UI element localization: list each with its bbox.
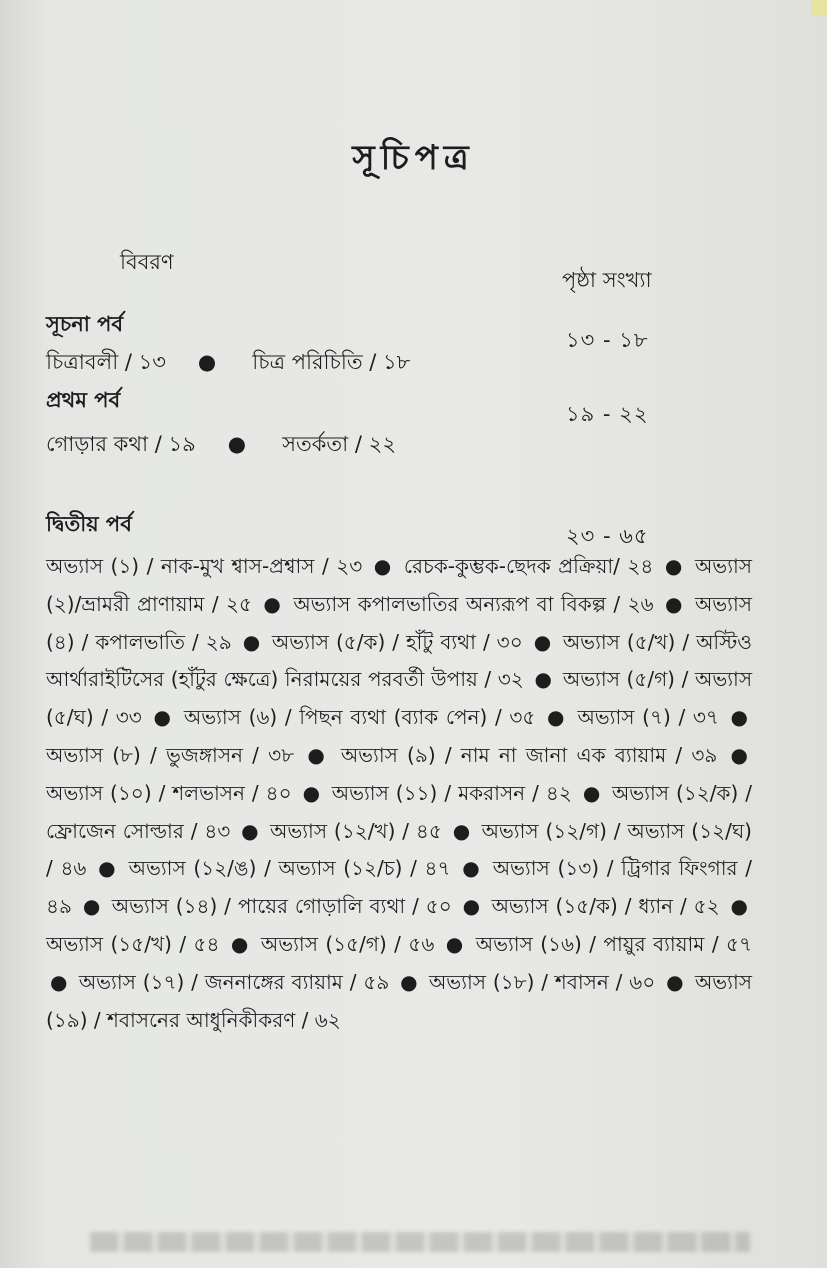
bullet-separator: ●: [730, 894, 748, 919]
toc-item: চিত্রাবলী / ১৩: [46, 350, 166, 374]
toc-entry: অভ্যাস (৭) / ৩৭: [577, 705, 719, 730]
section-pages-first-part: ১৯ - ২২: [566, 402, 649, 426]
toc-entry: অভ্যাস (২)/ভ্রামরী প্রাণায়াম / ২৫: [46, 554, 753, 616]
toc-entry: অভ্যাস (১) / নাক-মুখ শ্বাস-প্রশ্বাস / ২৩: [46, 554, 363, 578]
section-entries-second-part: [46, 548, 752, 1039]
toc-entry: অভ্যাস (৬) / পিছন ব্যথা (ব্যাক পেন) / ৩৫: [183, 705, 536, 730]
toc-entry: অভ্যাস কপালভাতির অন্যরূপ বা বিকল্প / ২৬: [293, 591, 654, 616]
bullet-separator: ●: [263, 591, 282, 616]
bullet-separator: ●: [400, 969, 419, 994]
bullet-separator: ●: [82, 894, 101, 919]
bullet-separator: ●: [98, 856, 117, 881]
bullet-separator: ●: [730, 705, 748, 730]
bullet-separator: ●: [153, 705, 173, 730]
toc-entry: অভ্যাস (১৩) / ট্রিগার ফিংগার / ৪৯: [46, 856, 752, 919]
bullet-separator: ●: [664, 554, 684, 578]
toc-entry: অভ্যাস (৫/খ) / অস্টিও আর্থারাইটিসের (হাঁটুর ক্ষেত্রে) নিরাময়ের পরবর্তী উপায় / ৩২: [46, 629, 753, 692]
section-title-introduction: সূচনা পর্ব: [46, 312, 124, 336]
bullet-separator: ●: [534, 667, 553, 692]
toc-entry: অভ্যাস (৪) / কপালভাতি / ২৯: [46, 591, 752, 654]
bullet-separator: ●: [230, 931, 250, 956]
column-header-page-number: পৃষ্ঠা সংখ্যা: [562, 268, 652, 292]
toc-entry: অভ্যাস (১৫/ক) / ধ্যান / ৫২: [491, 894, 720, 919]
bullet-separator: ●: [445, 931, 465, 956]
section-items-introduction: [46, 346, 410, 381]
page-corner: [811, 0, 827, 16]
toc-entry: অভ্যাস (১৫/খ) / ৫৪: [46, 931, 220, 956]
toc-entry: অভ্যাস (১৭) / জননাঙ্গের ব্যায়াম / ৫৯: [78, 969, 390, 994]
bullet-separator: ●: [452, 818, 471, 843]
bullet-separator: ●: [730, 742, 748, 767]
toc-entry: অভ্যাস (১২/গ) / অভ্যাস (১২/ঘ) / ৪৬: [46, 818, 752, 881]
bullet-separator: ●: [462, 894, 481, 919]
bullet-separator: ●: [373, 554, 393, 578]
toc-entry: অভ্যাস (৫/ক) / হাঁটু ব্যথা / ৩০: [271, 629, 523, 654]
toc-item: চিত্র পরিচিতি / ১৮: [252, 350, 411, 374]
bullet-separator: ●: [665, 591, 684, 616]
section-pages-introduction: ১৩ - ১৮: [566, 328, 649, 352]
toc-entry: অভ্যাস (১২/খ) / ৪৫: [270, 818, 442, 843]
bullet-separator: ●: [547, 705, 566, 730]
toc-entry: অভ্যাস (১৫/গ) / ৫৬: [260, 931, 435, 956]
toc-item: সতর্কতা / ২২: [282, 432, 396, 456]
toc-entry: অভ্যাস (৮) / ভুজঙ্গাসন / ৩৮: [46, 742, 295, 767]
bullet-separator: ●: [242, 629, 261, 654]
toc-entry: অভ্যাস (১৬) / পায়ুর ব্যায়াম / ৫৭: [475, 931, 753, 956]
bullet-separator: ●: [227, 432, 247, 456]
toc-entry: রেচক-কুম্ভক-ছেদক প্রক্রিয়া/ ২৪: [403, 554, 654, 578]
bullet-separator: ●: [582, 780, 601, 805]
toc-entry: অভ্যাস (৫/গ) / অভ্যাস (৫/ঘ) / ৩৩: [46, 667, 753, 730]
bullet-separator: ●: [462, 856, 481, 881]
toc-entry: অভ্যাস (১৮) / শবাসন / ৬০: [428, 969, 656, 994]
toc-entry: অভ্যাস (৯) / নাম না জানা এক ব্যায়াম / ৩৯: [340, 742, 718, 767]
bullet-separator: ●: [307, 742, 328, 767]
section-title-first-part: প্রথম পর্ব: [46, 388, 121, 412]
toc-entry: অভ্যাস (১০) / শলভাসন / ৪০: [46, 780, 292, 805]
toc-entry: অভ্যাস (১৯) / শবাসনের আধুনিকীকরণ / ৬২: [46, 969, 752, 1032]
bullet-separator: ●: [533, 629, 552, 654]
toc-entry: অভ্যাস (১৪) / পায়ের গোড়ালি ব্যথা / ৫০: [111, 894, 452, 919]
column-header-description: বিবরণ: [120, 250, 174, 274]
toc-entry: অভ্যাস (১২/ঙ) / অভ্যাস (১২/চ) / ৪৭: [128, 856, 451, 881]
section-title-second-part: দ্বিতীয় পর্ব: [46, 512, 132, 536]
bullet-separator: ●: [241, 818, 260, 843]
toc-entry: অভ্যাস (১২/ক) / ফ্রোজেন সোল্ডার / ৪৩: [46, 780, 753, 843]
bullet-separator: ●: [50, 969, 68, 994]
bullet-separator: ●: [197, 350, 217, 374]
toc-entry: অভ্যাস (১১) / মকরাসন / ৪২: [331, 780, 572, 805]
bullet-separator: ●: [666, 969, 685, 994]
toc-item: গোড়ার কথা / ১৯: [46, 432, 196, 456]
section-pages-second-part: ২৩ - ৬৫: [566, 524, 649, 548]
section-items-first-part: [46, 428, 396, 463]
bullet-separator: ●: [302, 780, 321, 805]
bleed-through-text: [90, 1232, 750, 1252]
page-title: সূচিপত্র: [352, 138, 475, 178]
